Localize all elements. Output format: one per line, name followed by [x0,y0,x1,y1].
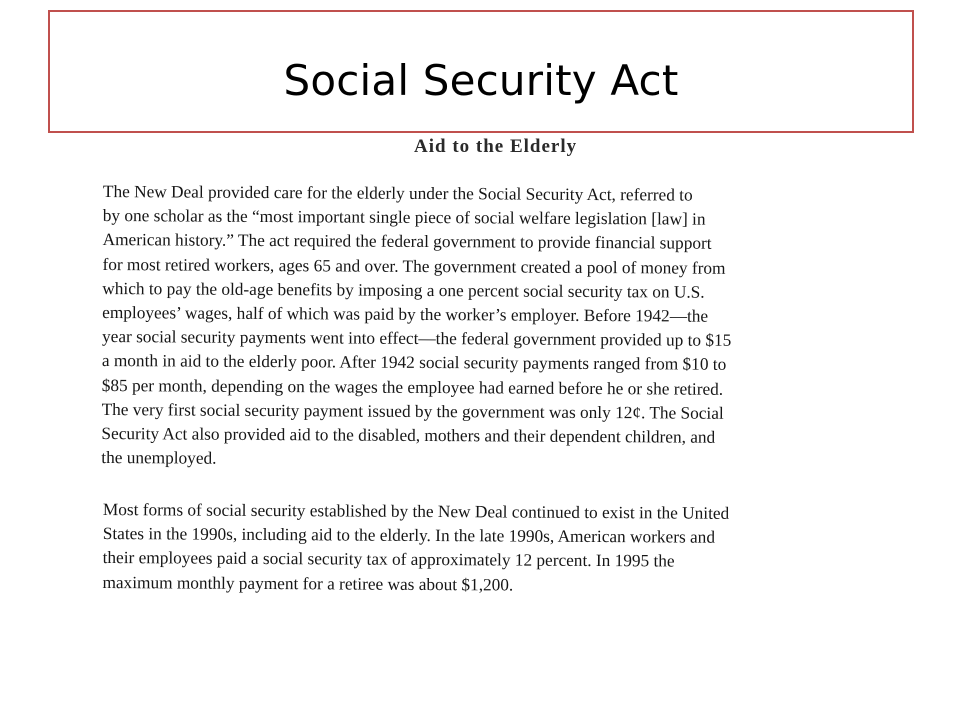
title-box [48,10,914,133]
text-line: a month in aid to the elderly poor. After 1942 social security payments ranged from $10 to [101,351,727,375]
paragraph-2 [102,498,729,599]
paragraph-1 [101,180,732,474]
text-line: The New Deal provided care for the elderly under the Social Security Act, referred to [102,181,693,205]
scan-heading-text: Aid to the Elderly [414,136,578,157]
text-line: which to pay the old-age benefits by imposing a one percent social security tax on U.S. [102,278,705,302]
text-line: for most retired workers, ages 65 and over. The government created a pool of money from [102,254,726,278]
text-line: by one scholar as the “most important single piece of social welfare legislation [law] in [102,206,706,229]
text-line: $85 per month, depending on the wages the employee had earned before he or she retired. [101,375,724,399]
text-line: their employees paid a social security tax of approximately 12 percent. In 1995 the [102,548,675,571]
text-line: maximum monthly payment for a retiree was about $1,200. [102,572,514,595]
scan-heading [414,136,578,161]
slide-title: Social Security Act [283,56,679,105]
text-line: Security Act also provided aid to the disabled, mothers and their dependent children, and [101,423,716,447]
text-line: States in the 1990s, including aid to the elderly. In the late 1990s, American workers and [102,524,716,547]
text-line: the unemployed. [101,448,217,468]
scanned-text-image [92,136,892,610]
text-line: American history.” The act required the federal government to provide financial support [102,230,712,254]
text-line: Most forms of social security established by the New Deal continued to exist in the United [102,499,730,523]
text-line: year social security payments went into effect—the federal government provided up to $15 [101,327,732,350]
text-line: employees’ wages, half of which was paid by the worker’s employer. Before 1942—the [102,302,709,326]
text-line: The very first social security payment issued by the government was only 12¢. The Social [101,399,724,423]
